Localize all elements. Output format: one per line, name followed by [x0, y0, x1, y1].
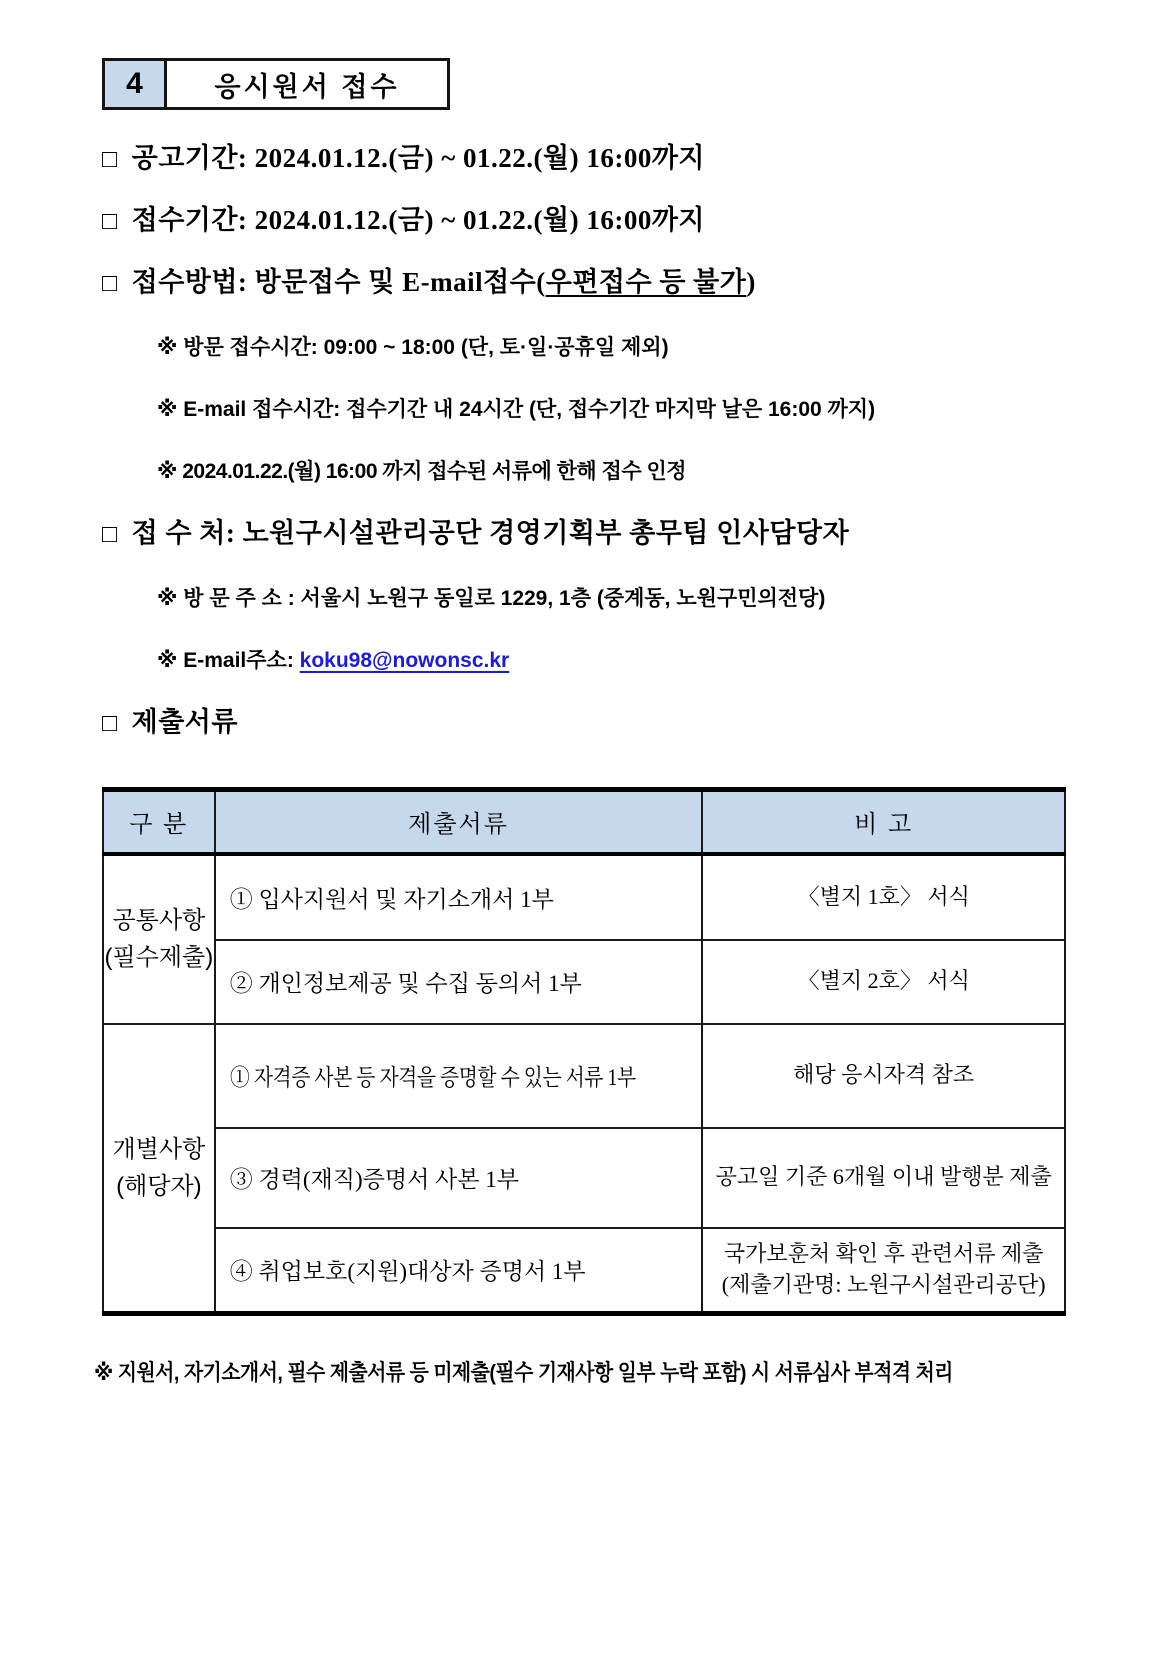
remark-cell: 공고일 기준 6개월 이내 발행분 제출	[702, 1128, 1065, 1228]
section-number: 4	[105, 61, 167, 107]
documents-heading-text: 제출서류	[131, 707, 238, 737]
receipt-method-post: )	[746, 267, 756, 297]
category-common-line2: (필수제출)	[104, 944, 214, 971]
remark-cell: 해당 응시자격 참조	[702, 1024, 1065, 1128]
receipt-method-pre: 접수방법: 방문접수 및 E-mail접수(	[131, 267, 546, 297]
category-individual-line1: 개별사항	[112, 1135, 206, 1163]
deadline-note: ※ 2024.01.22.(월) 16:00 까지 접수된 서류에 한해 접수 인정	[157, 460, 687, 483]
table-row	[103, 854, 1065, 940]
table-header-remarks: 비 고	[702, 790, 1065, 854]
remark-cell	[702, 1228, 1065, 1314]
email-hours-note: ※ E-mail 접수시간: 접수기간 내 24시간 (단, 접수기간 마지막 날은 16:00 까지)	[157, 398, 876, 421]
section-header	[102, 58, 450, 110]
table-header-row	[103, 790, 1065, 854]
document-cell: ① 입사지원서 및 자기소개서 1부	[215, 854, 703, 940]
receiving-office-text: 접 수 처: 노원구시설관리공단 경영기획부 총무팀 인사담당자	[131, 518, 850, 548]
footnote-text: ※ 지원서, 자기소개서, 필수 제출서류 등 미제출(필수 기재사항 일부 누락 포함) 시 서류심사 부적격 처리	[94, 1360, 953, 1385]
category-cell-individual	[103, 1024, 215, 1314]
table-row	[103, 940, 1065, 1024]
table-header-documents: 제출서류	[215, 790, 703, 854]
receipt-method-underlined: 우편접수 등 불가	[545, 267, 747, 297]
notice-period-line	[102, 142, 1066, 175]
square-bullet-icon: □	[102, 208, 118, 235]
document-cell-text: ① 자격증 사본 등 자격을 증명할 수 있는 서류 1부	[229, 1065, 636, 1090]
square-bullet-icon: □	[102, 521, 118, 548]
category-cell-common	[103, 854, 215, 1024]
notice-period-text: 공고기간: 2024.01.12.(금) ~ 01.22.(월) 16:00까지	[131, 143, 706, 173]
category-common-line1: 공통사항	[112, 906, 206, 934]
remark-line1: 국가보훈처 확인 후 관련서류 제출	[723, 1240, 1044, 1266]
footnote	[94, 1356, 1066, 1387]
document-cell: ③ 경력(재직)증명서 사본 1부	[215, 1128, 703, 1228]
receipt-period-line	[102, 204, 1066, 237]
visit-hours-note: ※ 방문 접수시간: 09:00 ~ 18:00 (단, 토·일·공휴일 제외)	[157, 336, 669, 359]
document-cell: ④ 취업보호(지원)대상자 증명서 1부	[215, 1228, 703, 1314]
remark-line2: (제출기관명: 노원구시설관리공단)	[721, 1271, 1046, 1297]
category-individual-line2: (해당자)	[116, 1172, 202, 1200]
document-cell: ② 개인정보제공 및 수집 동의서 1부	[215, 940, 703, 1024]
table-row	[103, 1128, 1065, 1228]
receipt-method-line	[102, 266, 1066, 299]
email-address-link[interactable]: koku98@nowonsc.kr	[299, 649, 510, 672]
square-bullet-icon: □	[102, 710, 118, 737]
table-header-category: 구 분	[103, 790, 215, 854]
square-bullet-icon: □	[102, 270, 118, 297]
visit-address-note: ※ 방 문 주 소 : 서울시 노원구 동일로 1229, 1층 (중계동, 노원구민의전당)	[157, 587, 826, 610]
document-cell	[215, 1024, 703, 1128]
documents-table	[102, 787, 1066, 1316]
remark-cell: 〈별지 1호〉 서식	[702, 854, 1065, 940]
documents-heading-line	[102, 706, 1066, 739]
email-address-line	[157, 644, 1066, 674]
receipt-period-text: 접수기간: 2024.01.12.(금) ~ 01.22.(월) 16:00까지	[131, 205, 706, 235]
table-row	[103, 1024, 1065, 1128]
section-title: 응시원서 접수	[214, 71, 400, 102]
square-bullet-icon: □	[102, 146, 118, 173]
email-address-label: ※ E-mail주소:	[157, 649, 300, 672]
table-row	[103, 1228, 1065, 1314]
remark-cell: 〈별지 2호〉 서식	[702, 940, 1065, 1024]
receiving-office-line	[102, 517, 1066, 550]
